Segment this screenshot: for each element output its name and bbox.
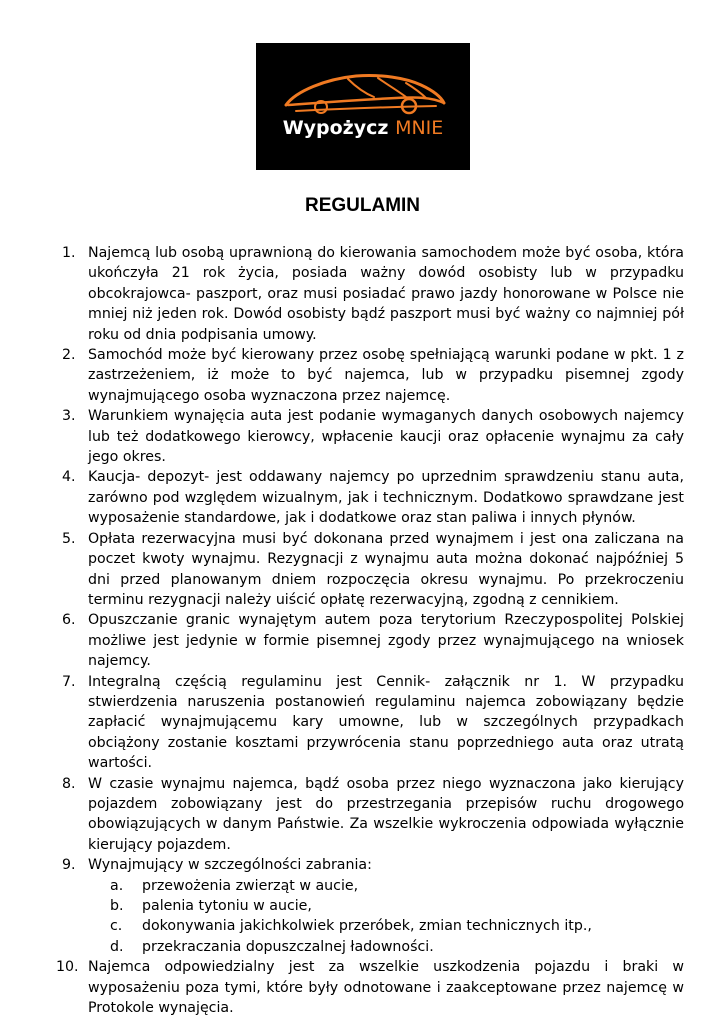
sublist-text: palenia tytoniu w aucie, [142, 898, 312, 914]
rule-number: 10. [56, 959, 79, 976]
sublist-letter: c. [110, 918, 123, 935]
rule-item [54, 243, 684, 345]
rule-item [54, 957, 684, 1018]
sublist-text: przekraczania dopuszczalnej ładowności. [142, 938, 434, 955]
page-title: REGULAMIN [304, 195, 421, 216]
rule-item [54, 672, 684, 774]
rule-item [54, 855, 684, 957]
rule-item [54, 345, 684, 406]
company-logo [256, 43, 470, 170]
rule-number: 2. [62, 347, 76, 364]
rule-item [54, 529, 684, 611]
rule-text: Opuszczanie granic wynajętym autem poza terytorium Rzeczypospolitej Polskiej możliwe jest jedynie w formie pisemnej zgody przez wynajmującego na wniosek najemcy. [88, 612, 684, 670]
sublist-item [88, 916, 684, 936]
rule-text: Najemca odpowiedzialny jest za wszelkie uszkodzenia pojazdu i braki w wyposażeniu poza tymi, które były odnotowane i zaakceptowane przez najemcę w Protokole wynajęcia. [88, 959, 684, 1017]
rule-text: W czasie wynajmu najemca, bądź osoba przez niego wyznaczona jako kierujący pojazdem zobowiązany jest do przestrzegania przepisów ruchu drogowego obowiązujących w danym Państwie. Za wszelkie wykroczenia odpowiada wyłącznie kierujący pojazdem. [88, 775, 684, 853]
rule-text: Warunkiem wynajęcia auta jest podanie wymaganych danych osobowych najemcy lub też dodatkowego kierowcy, wpłacenie kaucji oraz opłacenie wynajmu za cały jego okres. [88, 408, 684, 466]
rule-text: Wynajmujący w szczególności zabrania: [88, 857, 372, 874]
prohibitions-sublist [88, 876, 684, 958]
rule-item [54, 774, 684, 856]
rule-number: 4. [62, 469, 76, 486]
sublist-item [88, 896, 684, 916]
sublist-text: dokonywania jakichkolwiek przeróbek, zmian technicznych itp., [142, 918, 592, 935]
rules-list [54, 243, 684, 1018]
logo-brand-accent: MNIE [395, 117, 444, 139]
sublist-letter: d. [110, 938, 124, 955]
rule-item [54, 467, 684, 528]
rule-text: Najemcą lub osobą uprawnioną do kierowania samochodem może być osoba, która ukończyła 21 rok życia, posiada ważny dowód osobisty lub w przypadku obcokrajowca- paszport, oraz musi posiadać prawo jazdy honorowane w Polsce nie mniej niż jeden rok. Dowód osobisty bądź paszport musi być ważny co najmniej pół roku od dnia podpisania umowy. [88, 245, 684, 343]
sublist-letter: b. [110, 898, 124, 914]
logo-wordmark [256, 117, 470, 139]
rule-number: 5. [62, 530, 76, 547]
sublist-letter: a. [110, 877, 124, 894]
rule-text: Samochód może być kierowany przez osobę spełniającą warunki podane w pkt. 1 z zastrzeżeniem, iż może to być najemca, lub w przypadku pisemnej zgody wynajmującego osoba wyznaczona przez najemcę. [88, 347, 684, 404]
sublist-text: przewożenia zwierząt w aucie, [142, 877, 359, 894]
rule-item [54, 406, 684, 467]
sublist-item [88, 937, 684, 957]
rule-number: 6. [62, 612, 76, 629]
sublist-item [88, 876, 684, 896]
rule-text: Kaucja- depozyt- jest oddawany najemcy po uprzednim sprawdzeniu stanu auta, zarówno pod względem wizualnym, jak i technicznym. Dodatkowo sprawdzane jest wyposażenie standardowe, jak i dodatkowe oraz stan paliwa i innych płynów. [88, 469, 684, 527]
rule-number: 3. [62, 408, 76, 425]
rule-number: 9. [62, 857, 76, 874]
rule-number: 7. [62, 673, 76, 690]
rule-text: Integralną częścią regulaminu jest Cennik- załącznik nr 1. W przypadku stwierdzenia naruszenia postanowień regulaminu najemca zobowiązany będzie zapłacić wynajmującemu kary umowne, lub w szczególnych przypadkach obciążony zostanie kosztami przywrócenia stanu poprzedniego auta oraz utratą wartości. [88, 673, 684, 772]
rule-item [54, 610, 684, 671]
rule-text: Opłata rezerwacyjna musi być dokonana przed wynajmem i jest ona zaliczana na poczet kwoty wynajmu. Rezygnacji z wynajmu auta można dokonać najpóźniej 5 dni przed planowanym dniem rozpoczęcia okresu wynajmu. Po przekroczeniu terminu rezygnacji należy uiścić opłatę rezerwacyjną, zgodną z cennikiem. [88, 530, 684, 608]
logo-brand-main: Wypożycz [282, 117, 389, 139]
rule-number: 8. [62, 775, 76, 792]
rule-number: 1. [62, 245, 76, 261]
car-silhouette-icon [256, 43, 470, 170]
